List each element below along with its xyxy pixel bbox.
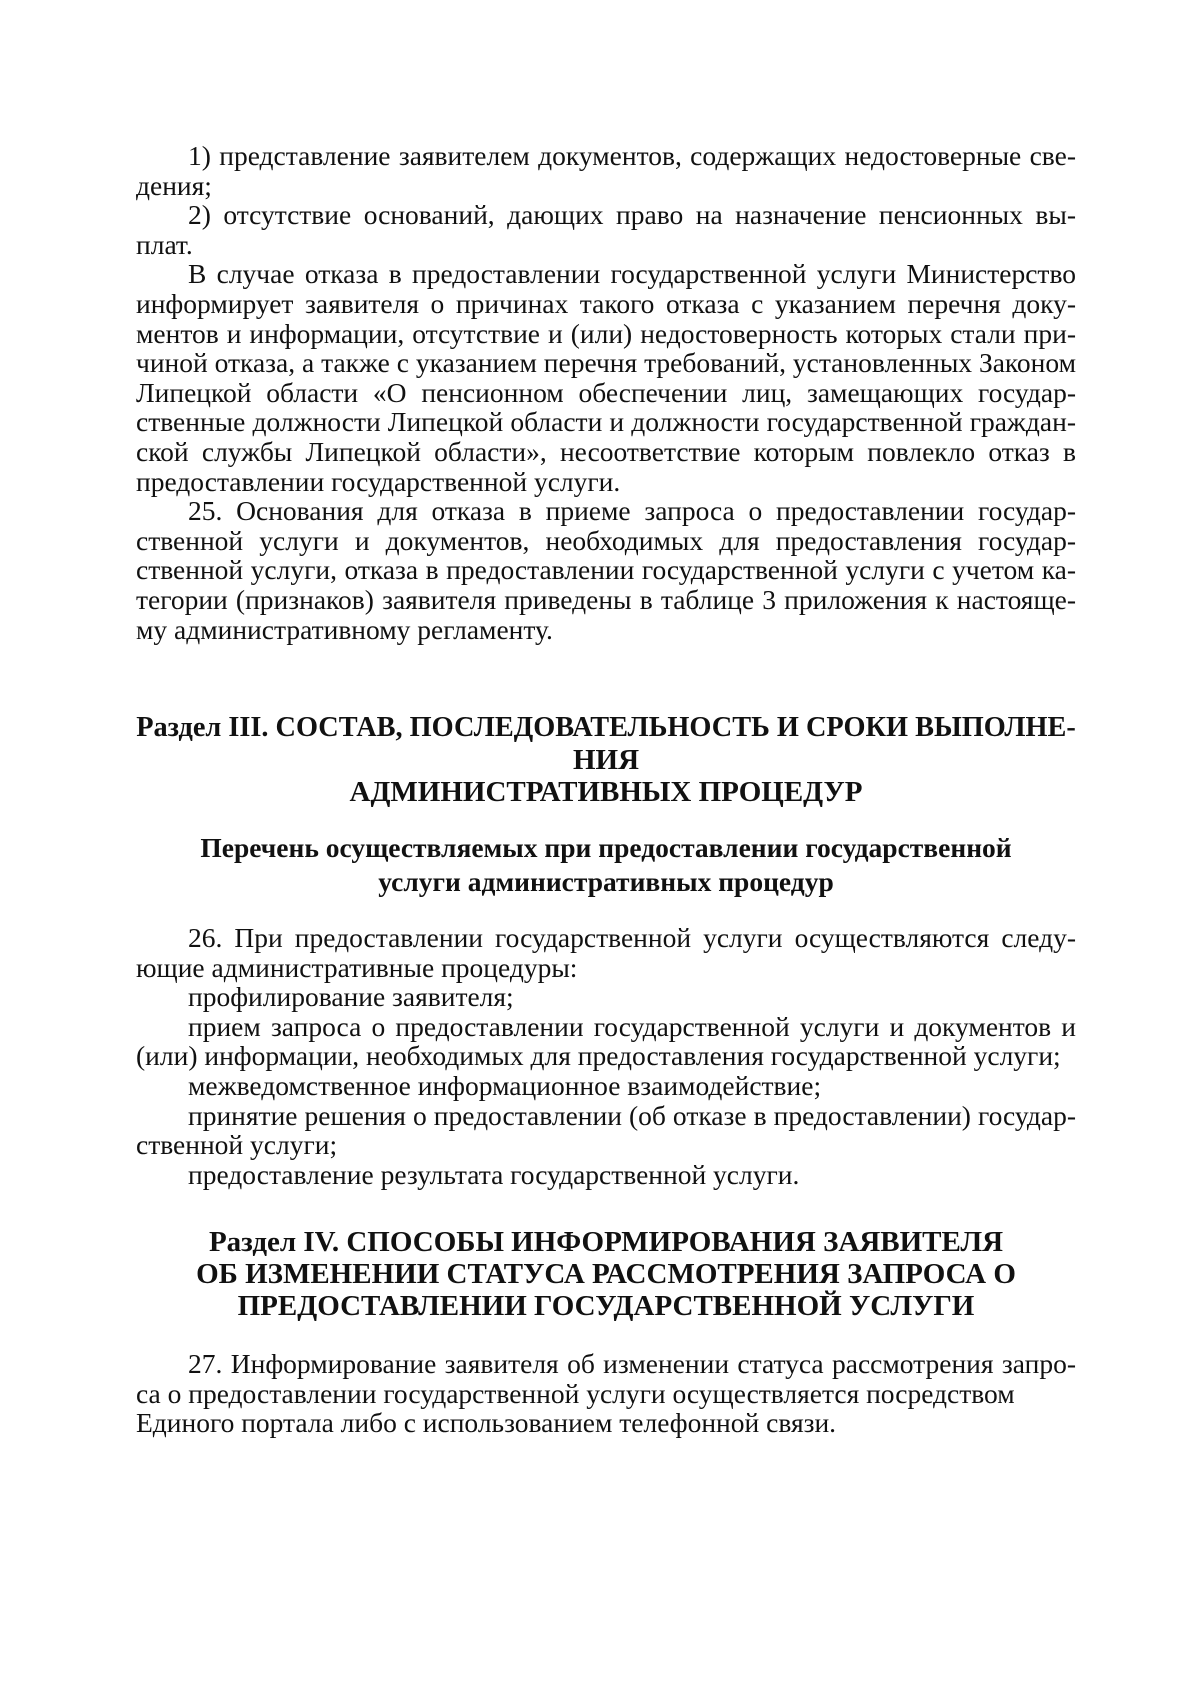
list-item: межведомственное информационное взаимодействие; [188,1069,822,1101]
paragraph-line: 1) представление заявителем документов, содержащих недостоверные све- [188,140,1076,171]
paragraph-line: Единого портала либо с использованием телефонной связи. [136,1407,837,1439]
paragraph-line: предоставлении государственной услуги. [136,465,621,497]
paragraph-line: плат. [136,228,193,260]
heading-line: Раздел III. СОСТАВ, ПОСЛЕДОВАТЕЛЬНОСТЬ И СРОКИ ВЫПОЛНЕ- [136,712,1076,743]
heading-line: услуги административных процедур [378,866,834,897]
paragraph-line: ственные должности Липецкой области и должности государственной граждан- [136,406,1076,438]
paragraph-line: В случае отказа в предоставлении государственной услуги Министерство [188,258,1076,290]
refusal-grounds-block [136,141,1076,644]
paragraph-line: дения; [136,169,212,201]
section-4-heading [136,1226,1076,1322]
heading-line: ПРЕДОСТАВЛЕНИИ ГОСУДАРСТВЕННОЙ УСЛУГИ [237,1290,975,1322]
paragraph-line: са о предоставлении государственной услуги осуществляется посредством [136,1377,1015,1409]
paragraph-line: 27. Информирование заявителя об изменении статуса рассмотрения запро- [188,1348,1076,1379]
paragraph-line: (или) информации, необходимых для предоставления государственной услуги; [136,1040,1061,1072]
paragraph-line: ственной услуги и документов, необходимых для предоставления государ- [136,524,1076,556]
list-item: предоставление результата государственной услуги. [188,1158,800,1190]
list-item: прием запроса о предоставлении государственной услуги и документов и [188,1010,1076,1042]
list-item: профилирование заявителя; [188,981,514,1013]
heading-line: ОБ ИЗМЕНЕНИИ СТАТУСА РАССМОТРЕНИЯ ЗАПРОСА О [196,1258,1016,1290]
heading-line: АДМИНИСТРАТИВНЫХ ПРОЦЕДУР [349,776,863,808]
paragraph-line: 25. Основания для отказа в приеме запроса о предоставлении государ- [188,495,1076,527]
list-item: принятие решения о предоставлении (об отказе в предоставлении) государ- [188,1099,1076,1131]
procedures-list-block [136,923,1076,1189]
paragraph-line: ющие административные процедуры: [136,951,578,983]
paragraph-line: му административному регламенту. [136,613,553,645]
paragraph-line: Липецкой области «О пенсионном обеспечении лиц, замещающих государ- [136,376,1076,408]
procedures-subheading [136,831,1076,899]
paragraph-line: тегории (признаков) заявителя приведены в таблице 3 приложения к настояще- [136,583,1076,615]
paragraph-line: 2) отсутствие оснований, дающих право на назначение пенсионных вы- [188,199,1076,231]
paragraph-line: ментов и информации, отсутствие и (или) недостоверность которых стали при- [136,317,1076,349]
notification-block [136,1349,1076,1438]
paragraph-line: информирует заявителя о причинах такого отказа с указанием перечня доку- [136,287,1076,319]
paragraph-line: ственной услуги, отказа в предоставлении государственной услуги с учетом ка- [136,554,1076,586]
paragraph-line: ской службы Липецкой области», несоответствие которым повлекло отказ в [136,435,1076,467]
heading-line: НИЯ [572,744,640,776]
paragraph-line: чиной отказа, а также с указанием перечня требований, установленных Законом [136,347,1076,379]
section-3-heading [136,712,1076,808]
paragraph-line: ственной услуги; [136,1129,338,1161]
heading-line: Раздел IV. СПОСОБЫ ИНФОРМИРОВАНИЯ ЗАЯВИТЕЛЯ [208,1226,1004,1258]
paragraph-line: 26. При предоставлении государственной услуги осуществляются следу- [188,922,1076,953]
heading-line: Перечень осуществляемых при предоставлении государственной [200,832,1012,863]
